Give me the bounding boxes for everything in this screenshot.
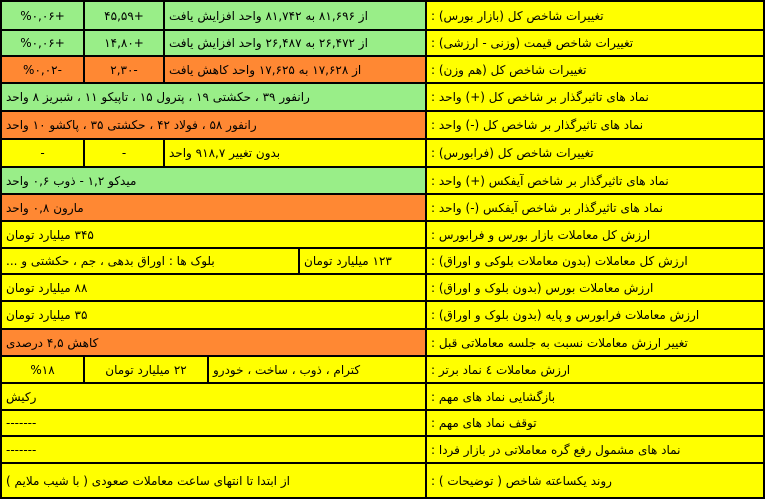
row-label: تغییرات شاخص قیمت (وزنی - ارزشی) : xyxy=(427,31,763,55)
value-cell: +%۰,۰۶ xyxy=(2,2,83,29)
value-cell: -%۰,۰۲ xyxy=(2,57,83,82)
value-cell: ------- xyxy=(2,411,425,435)
row-label: تغییرات شاخص کل (هم وزن) : xyxy=(427,57,763,82)
value-cell: ------- xyxy=(2,437,425,462)
value-cell: +۴۵,۵۹ xyxy=(85,2,163,29)
row-label: تغییرات شاخص کل (بازار بورس) : xyxy=(427,2,763,29)
row-label: ارزش معاملات فرابورس و پایه (بدون بلوک و اوراق) : xyxy=(427,302,763,328)
value-cell: ۸۸ میلیارد تومان xyxy=(2,275,425,300)
row-label: نماد های مشمول رفع گره معاملاتی در بازار فردا : xyxy=(427,437,763,462)
row-label: توقف نماد های مهم : xyxy=(427,411,763,435)
row-label: روند یکساعته شاخص ( توضیحات ) : xyxy=(427,464,763,497)
value-cell: ۲۲ میلیارد تومان xyxy=(85,357,207,382)
value-cell: +%۰,۰۶ xyxy=(2,31,83,55)
value-cell: ۱۲۳ میلیارد تومان xyxy=(300,249,425,273)
value-cell: - xyxy=(2,140,83,166)
value-cell: کاهش ۴,۵ درصدی xyxy=(2,330,425,355)
value-cell: +۱۴,۸۰ xyxy=(85,31,163,55)
value-cell: رانفور ۵۸ ، فولاد ۴۲ ، حکشتی ۳۵ ، پاکشو ۱۰ واحد xyxy=(2,112,425,138)
value-cell: رکیش xyxy=(2,384,425,409)
row-label: بازگشایی نماد های مهم : xyxy=(427,384,763,409)
row-label: ارزش معاملات بورس (بدون بلوک و اوراق) : xyxy=(427,275,763,300)
value-cell: بدون تغییر ۹۱۸,۷ واحد xyxy=(165,140,425,166)
row-label: نماد های تاثیرگذار بر شاخص آیفکس (+) واحد : xyxy=(427,168,763,193)
row-label: تغییر ارزش معاملات نسبت به جلسه معاملاتی قبل : xyxy=(427,330,763,355)
value-cell: کترام ، ذوب ، ساخت ، خودرو xyxy=(209,357,425,382)
value-cell: ۳۴۵ میلیارد تومان xyxy=(2,222,425,247)
value-cell: رانفور ۳۹ ، حکشتی ۱۹ ، پترول ۱۵ ، تاپیکو ۱۱ ، شبریز ۸ واحد xyxy=(2,84,425,110)
row-label: نماد های تاثیرگذار بر شاخص آیفکس (-) واحد : xyxy=(427,195,763,220)
value-cell: مارون ۰,۸ واحد xyxy=(2,195,425,220)
value-cell: از ۱۷,۶۲۸ به ۱۷,۶۲۵ واحد کاهش یافت xyxy=(165,57,425,82)
row-label: تغییرات شاخص کل (فرابورس) : xyxy=(427,140,763,166)
value-cell: - xyxy=(85,140,163,166)
value-cell: -۲,۳۰ xyxy=(85,57,163,82)
value-cell: بلوک ها : اوراق بدهی ، جم ، حکشتی و ... xyxy=(2,249,298,273)
value-cell: از ابتدا تا انتهای ساعت معاملات صعودی ( با شیب ملایم ) xyxy=(2,464,425,497)
value-cell: از ۸۱,۶۹۶ به ۸۱,۷۴۲ واحد افزایش یافت xyxy=(165,2,425,29)
row-label: ارزش معاملات ٤ نماد برتر : xyxy=(427,357,763,382)
value-cell: از ۲۶,۴۷۲ به ۲۶,۴۸۷ واحد افزایش یافت xyxy=(165,31,425,55)
row-label: ارزش کل معاملات بازار بورس و فرابورس : xyxy=(427,222,763,247)
value-cell: %۱۸ xyxy=(2,357,83,382)
row-label: نماد های تاثیرگذار بر شاخص کل (+) واحد : xyxy=(427,84,763,110)
value-cell: میدکو ۱,۲ - ذوب ۰,۶ واحد xyxy=(2,168,425,193)
row-label: نماد های تاثیرگذار بر شاخص کل (-) واحد : xyxy=(427,112,763,138)
value-cell: ۳۵ میلیارد تومان xyxy=(2,302,425,328)
row-label: ارزش کل معاملات (بدون معاملات بلوکی و اوراق) : xyxy=(427,249,763,273)
